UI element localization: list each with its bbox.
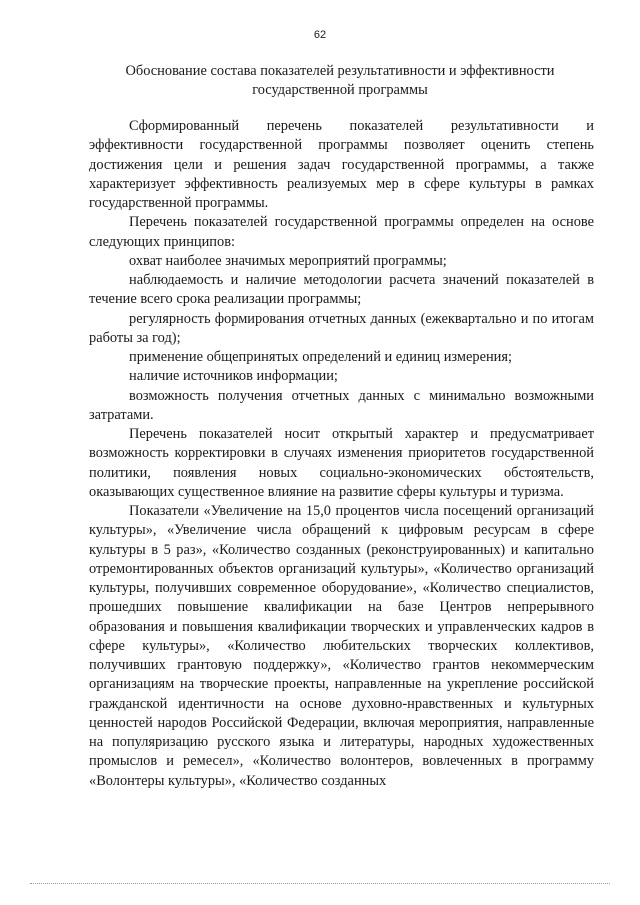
paragraph-principles-lead: Перечень показателей государственной программы определен на основе следующих принципов: [89, 214, 594, 250]
paragraph-intro: Сформированный перечень показателей результативности и эффективности государственной программы позволяет оценить степень достижения цели и решения задач государственной программы, а также характеризует эффективность реализуемых мер в сфере культуры в рамках государственной программы. [89, 118, 594, 211]
principle-item: охват наиболее значимых мероприятий программы; [129, 252, 447, 269]
paragraph-indicators: Показатели «Увеличение на 15,0 процентов числа посещений организаций культуры», «Увеличение числа обращений к цифровым ресурсам в сфере культуры в 5 раз», «Количество созданных (реконструированных) и капитально отремонтированных объектов организаций культуры», «Количество организаций культуры, получивших современное оборудование», «Количество специалистов, прошедших повышение квалификации на базе Центров непрерывного образования и повышения квалификации творческих и управленческих кадров в сфере культуры», «Количество любительских творческих коллективов, получивших грантовую поддержку», «Количество грантов некоммерческим организациям на творческие проекты, направленные на укрепление российской гражданской идентичности на основе духовно-нравственных и культурных ценностей народов Российской Федерации, включая мероприятия, направленные на популяризацию русского языка и литературы, народных художественных промыслов и ремесел», «Количество волонтеров, вовлеченных в программу «Волонтеры культуры», «Количество созданных [89, 503, 594, 789]
principle-item: применение общепринятых определений и единиц измерения; [129, 349, 512, 365]
document-body [89, 117, 594, 791]
principle-item: наблюдаемость и наличие методологии расчета значений показателей в течение всего срока реализации программы; [89, 272, 594, 308]
page-number: 62 [313, 29, 327, 41]
scan-artifact-line [30, 883, 610, 886]
paragraph-open-character: Перечень показателей носит открытый характер и предусматривает возможность корректировки в случаях изменения приоритетов государственной политики, появления новых социально-экономических обстоятельств, оказывающих существенное влияние на развитие сферы культуры и туризма. [89, 426, 594, 500]
principle-item: регулярность формирования отчетных данных (ежеквартально и по итогам работы за год); [89, 310, 594, 346]
principle-item: наличие источников информации; [129, 368, 338, 385]
principle-item: возможность получения отчетных данных с минимально возможными затратами. [89, 387, 594, 423]
section-title: Обоснование состава показателей результативности и эффективности государственной программы [125, 63, 555, 98]
